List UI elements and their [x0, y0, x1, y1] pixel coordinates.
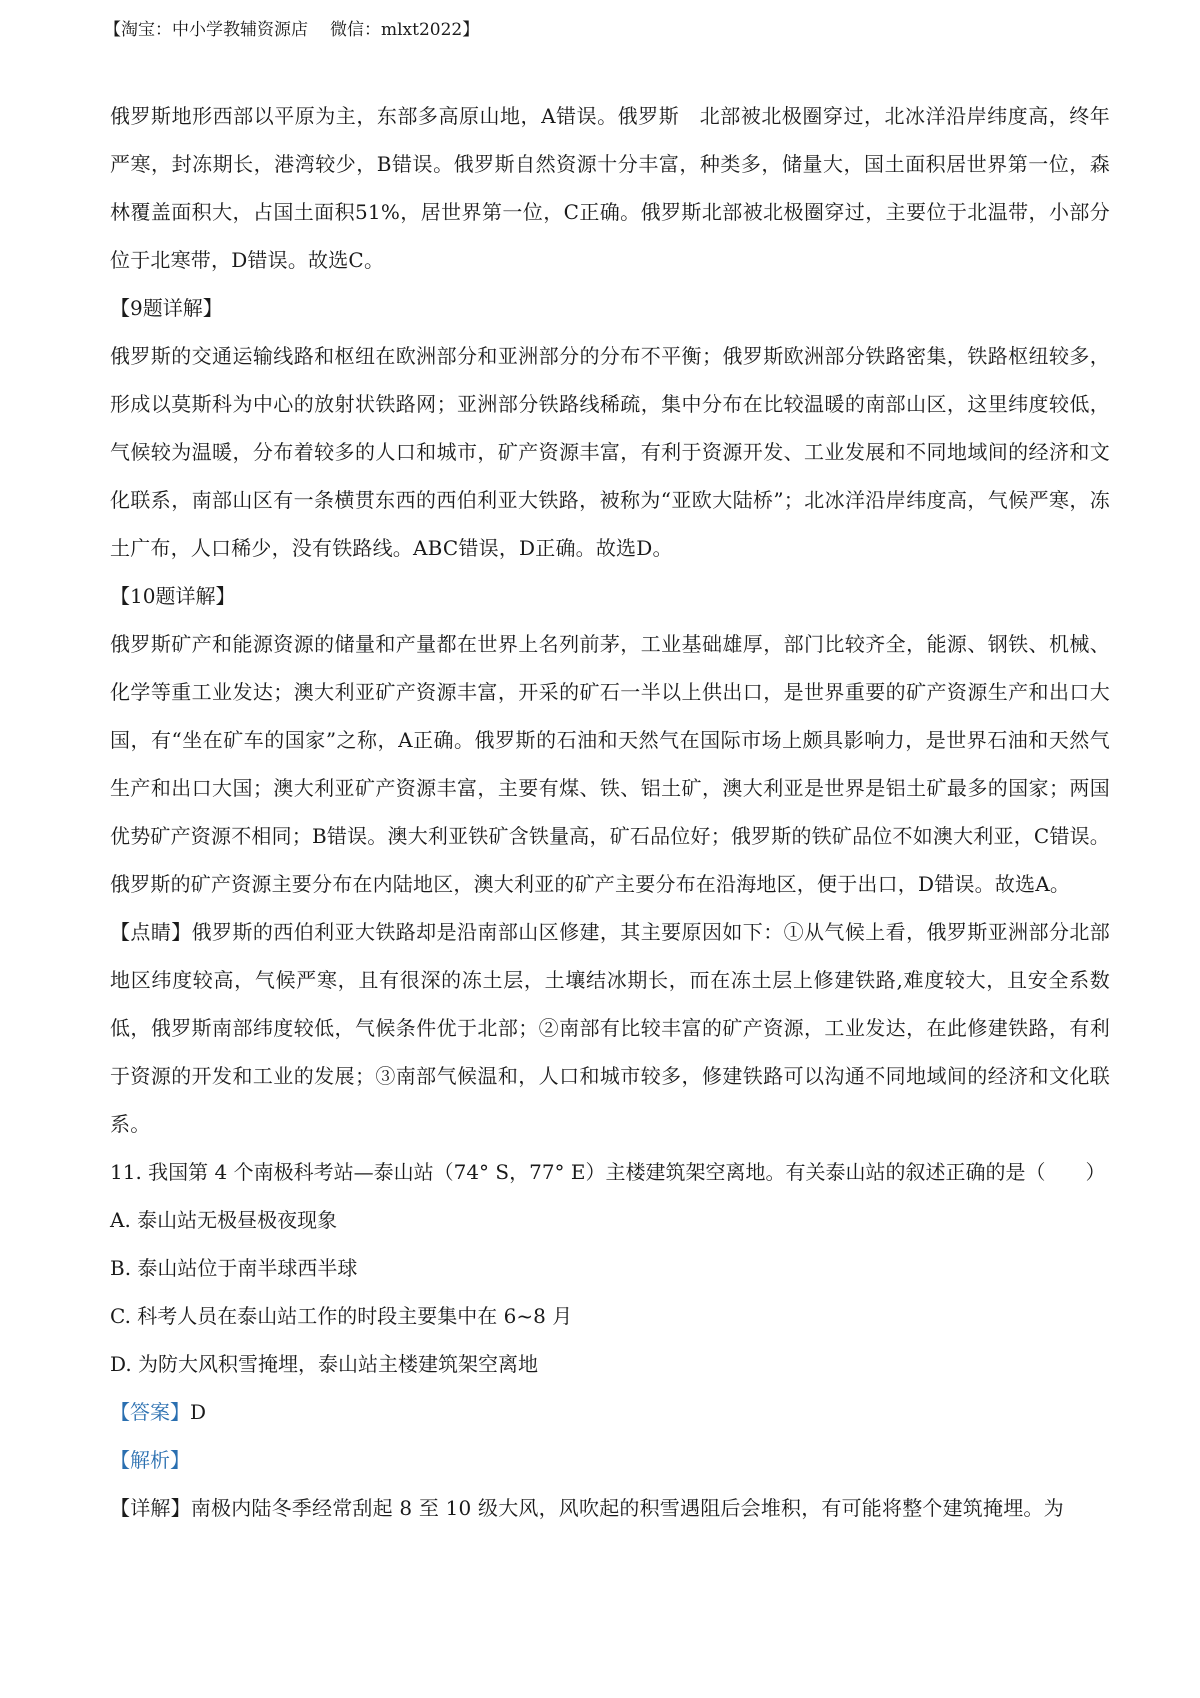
document-body — [110, 92, 1110, 1532]
q9-heading: 【9题详解】 — [110, 296, 223, 320]
q11-analysis-label: 【解析】 — [110, 1448, 190, 1472]
q11-option-c: C. 科考人员在泰山站工作的时段主要集中在 6~8 月 — [110, 1304, 573, 1328]
page-header — [104, 18, 479, 42]
answer-label: 【答案】 — [110, 1400, 190, 1424]
header-wechat: 微信：mlxt2022】 — [330, 20, 480, 40]
header-shop: 【淘宝：中小学教辅资源店 — [104, 20, 308, 40]
q11-detail: 【详解】南极内陆冬季经常刮起 8 至 10 级大风，风吹起的积雪遇阻后会堆积，有可能将整个建筑掩埋。为 — [110, 1496, 1064, 1520]
q10-heading: 【10题详解】 — [110, 584, 236, 608]
q8-detail: 俄罗斯地形西部以平原为主，东部多高原山地，A错误。俄罗斯 北部被北极圈穿过，北冰洋沿岸纬度高，终年严寒，封冻期长，港湾较少，B错误。俄罗斯自然资源十分丰富，种类多，储量大，国土面积居世界第一位，森林覆盖面积大，占国土面积51%，居世界第一位，C正确。俄罗斯北部被北极圈穿过，主要位于北温带，小部分位于北寒带，D错误。故选C。 — [110, 104, 1110, 272]
q11-stem: 11. 我国第 4 个南极科考站—泰山站（74° S，77° E）主楼建筑架空离地。有关泰山站的叙述正确的是（ ） — [110, 1160, 1106, 1184]
dianjing-note: 【点睛】俄罗斯的西伯利亚大铁路却是沿南部山区修建，其主要原因如下：①从气候上看，俄罗斯亚洲部分北部地区纬度较高，气候严寒，且有很深的冻土层，土壤结冰期长，而在冻土层上修建铁路,难度较大，且安全系数低，俄罗斯南部纬度较低，气候条件优于北部；②南部有比较丰富的矿产资源，工业发达，在此修建铁路，有利于资源的开发和工业的发展；③南部气候温和，人口和城市较多，修建铁路可以沟通不同地域间的经济和文化联系。 — [110, 920, 1110, 1136]
q11-answer — [110, 1388, 1110, 1436]
q11-option-d: D. 为防大风积雪掩埋，泰山站主楼建筑架空离地 — [110, 1352, 539, 1376]
q11-option-b: B. 泰山站位于南半球西半球 — [110, 1256, 358, 1280]
q9-detail: 俄罗斯的交通运输线路和枢纽在欧洲部分和亚洲部分的分布不平衡；俄罗斯欧洲部分铁路密集，铁路枢纽较多，形成以莫斯科为中心的放射状铁路网；亚洲部分铁路线稀疏，集中分布在比较温暖的南部山区，这里纬度较低，气候较为温暖，分布着较多的人口和城市，矿产资源丰富，有利于资源开发、工业发展和不同地域间的经济和文化联系，南部山区有一条横贯东西的西伯利亚大铁路，被称为“亚欧大陆桥”；北冰洋沿岸纬度高，气候严寒，冻土广布，人口稀少，没有铁路线。ABC错误，D正确。故选D。 — [110, 344, 1110, 560]
q10-detail: 俄罗斯矿产和能源资源的储量和产量都在世界上名列前茅，工业基础雄厚，部门比较齐全，能源、钢铁、机械、化学等重工业发达；澳大利亚矿产资源丰富，开采的矿石一半以上供出口，是世界重要的矿产资源生产和出口大国，有“坐在矿车的国家”之称，A正确。俄罗斯的石油和天然气在国际市场上颇具影响力，是世界石油和天然气生产和出口大国；澳大利亚矿产资源丰富，主要有煤、铁、铝土矿，澳大利亚是世界是铝土矿最多的国家；两国优势矿产资源不相同；B错误。澳大利亚铁矿含铁量高，矿石品位好；俄罗斯的铁矿品位不如澳大利亚，C错误。俄罗斯的矿产资源主要分布在内陆地区，澳大利亚的矿产主要分布在沿海地区，便于出口，D错误。故选A。 — [110, 632, 1110, 896]
q11-option-a: A. 泰山站无极昼极夜现象 — [110, 1208, 338, 1232]
answer-value: D — [190, 1400, 207, 1424]
